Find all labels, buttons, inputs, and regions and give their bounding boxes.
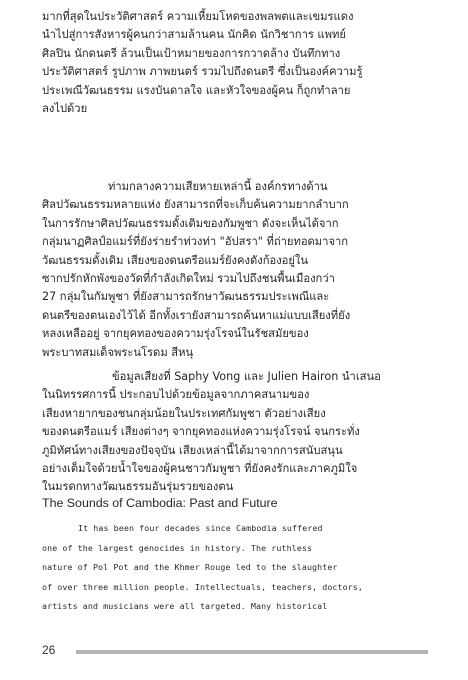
- text-line: artists and musicians were all targeted. Many historical: [42, 601, 328, 612]
- text-line: ข้อมูลเสียงที่ Saphy Vong และ Julien Hairon นำเสนอ: [112, 370, 381, 383]
- text-line: อย่างเต็มใจด้วยน้ำใจของผู้คนชาวกัมพูชา ที่ยังคงรักและภาคภูมิใจ: [42, 461, 358, 475]
- text-line: ของดนตรีอแมร์ เสียงต่างๆ จากยุคทองแห่งความรุ่งโรจน์ จนกระทั่ง: [42, 425, 360, 439]
- text-line: ท่ามกลางความเสียหายเหล่านี้ องค์กรทางด้าน: [108, 180, 328, 193]
- text-line: of over three million people. Intellectuals, teachers, doctors,: [42, 581, 363, 592]
- text-line: ซากปรักหักพังของวัดที่กำลังเกิดใหม่ รวมไปถึงชนพื้นเมืองกว่า: [42, 271, 335, 285]
- text-line: เสียงหายากของชนกลุ่มน้อยในประเทศกัมพูชา ตัวอย่างเสียง: [42, 406, 326, 420]
- text-line: ภูมิทัศน์ทางเสียงของปัจจุบัน เสียงเหล่านี้ได้มาจากการสนับสนุน: [42, 443, 343, 457]
- text-line: ลงไปด้วย: [42, 101, 88, 115]
- text-line: นำไปสู่การสังหารผู้คนกว่าสามล้านคน นักคิด นักวิชาการ แพทย์: [42, 28, 346, 42]
- text-line: หลงเหลืออยู่ จากยุคทองของความรุ่งโรจน์ในรัชสมัยของ: [42, 327, 309, 341]
- text-line: ในการรักษาศิลปวัฒนธรรมดั้งเดิมของกัมพูชา ดังจะเห็นได้จาก: [42, 216, 339, 230]
- text-line: ศิลปิน นักดนตรี ล้วนเป็นเป้าหมายของการกวาดล้าง บันทึกทาง: [42, 46, 341, 60]
- text-line: ศิลปวัฒนธรรมหลายแห่ง ยังสามารถที่จะเก็บค้นความยากลำบาก: [42, 198, 349, 212]
- text-line: พระบาทสมเด็จพระนโรดม สีหนุ: [42, 345, 194, 359]
- text-line: ในมรดกทางวัฒนธรรมอันรุ่มรวยของตน: [42, 480, 234, 494]
- english-paragraph: [42, 519, 432, 617]
- text-line: nature of Pol Pot and the Khmer Rouge led to the slaughter: [42, 562, 338, 573]
- text-line: ประเพณีวัฒนธรรม แรงบันดาลใจ และหัวใจของผู้คน ก็ถูกทำลาย: [42, 83, 351, 97]
- text-line: 27 กลุ่มในกัมพูชา ที่ยังสามารถรักษาวัฒนธรรมประเพณีและ: [42, 290, 330, 304]
- text-line: ประวัติศาสตร์ รูปภาพ ภาพยนตร์ รวมไปถึงดนตรี ซึ่งเป็นองค์ความรู้: [42, 65, 363, 79]
- text-line: ในนิทรรศการนี้ ประกอบไปด้วยข้อมูลจากภาคสนามของ: [42, 388, 310, 402]
- text-line: ดนตรีของตนเองไว้ได้ อีกทั้งเรายังสามารถค้นหาแม่แบบเสียงที่ยัง: [42, 308, 351, 322]
- text-line: วัฒนธรรมดั้งเดิม เสียงของดนตรีอแมร์ยังคงดังก้องอยู่ใน: [42, 253, 309, 267]
- text-line: กลุ่มนาฏศิลป์อแมร์ที่ยังร่ายรำท่วงท่า "อัปสรา" ที่ถ่ายทอดมาจาก: [42, 235, 349, 249]
- footer-divider: [76, 650, 428, 654]
- text-line: one of the largest genocides in history. The ruthless: [42, 542, 313, 553]
- thai-paragraph-3: [42, 368, 417, 497]
- thai-paragraph-2: [42, 178, 417, 362]
- text-line: It has been four decades since Cambodia suffered: [78, 523, 323, 533]
- thai-paragraph-1: [42, 8, 417, 118]
- text-line: มากที่สุดในประวัติศาสตร์ ความเหี้ยมโหดของพลพตและเขมรแดง: [42, 10, 354, 23]
- page-number: 26: [42, 643, 56, 657]
- section-heading: The Sounds of Cambodia: Past and Future: [42, 496, 278, 510]
